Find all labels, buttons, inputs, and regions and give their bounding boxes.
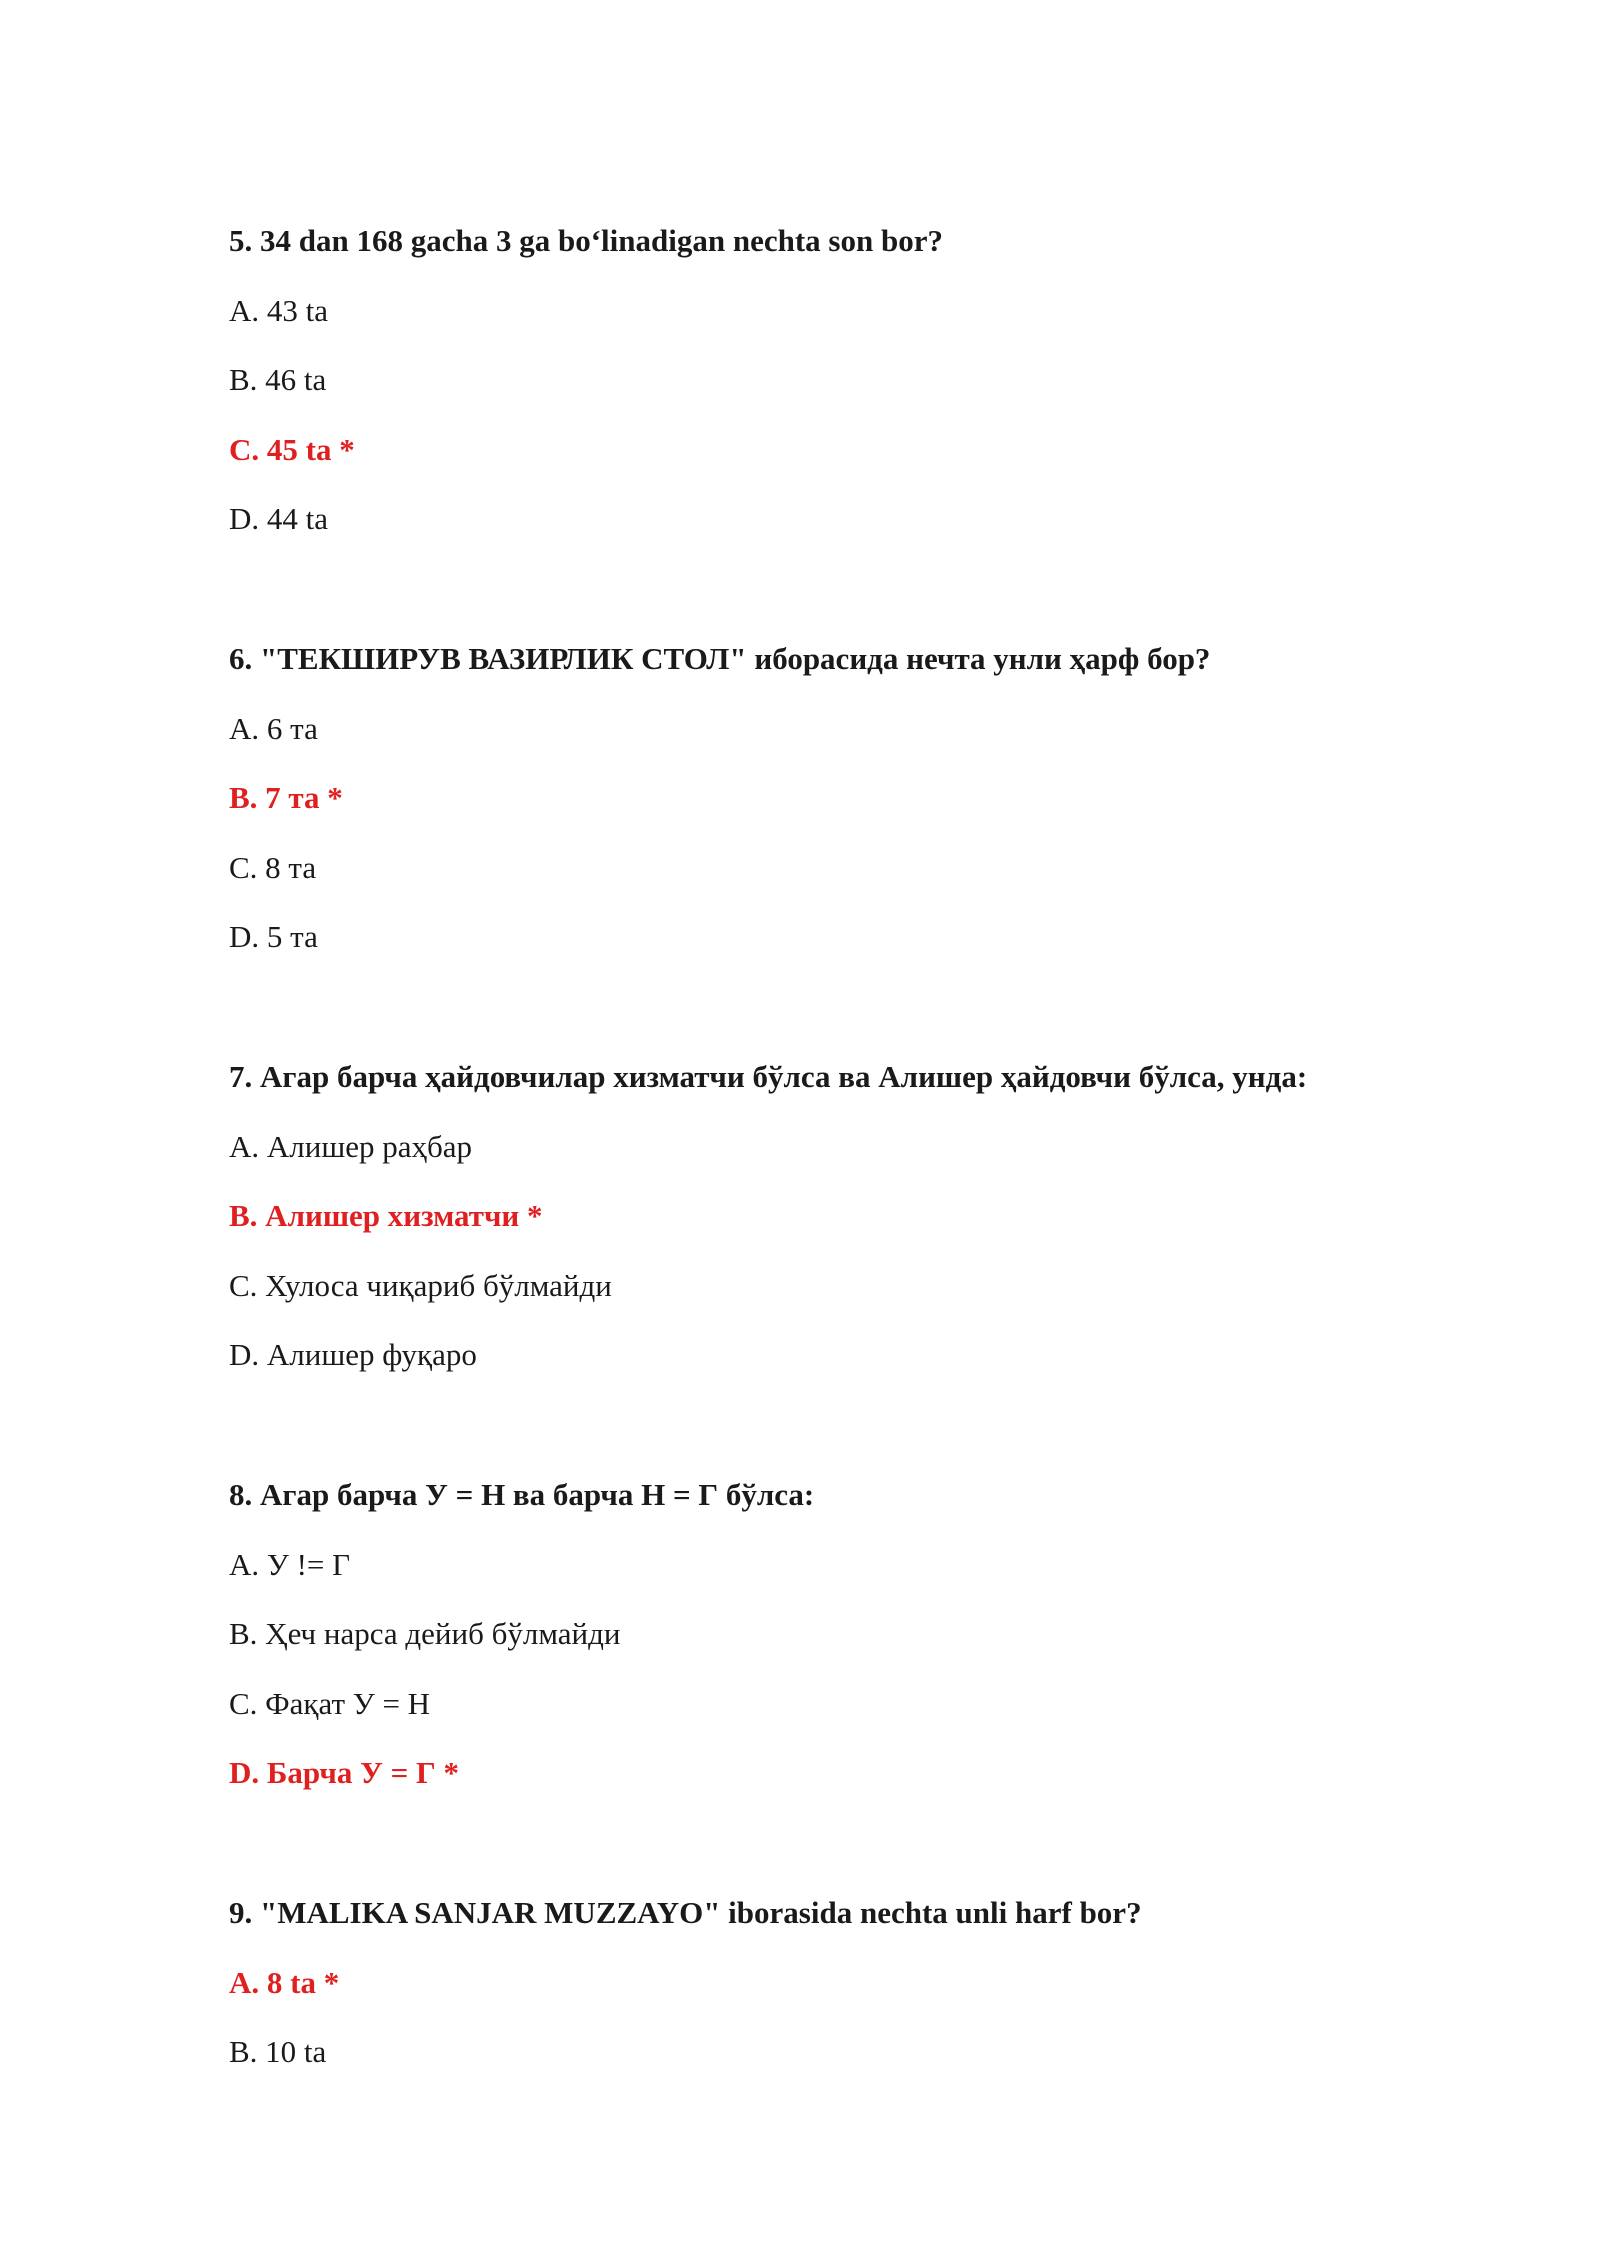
question-text: 5. 34 dan 168 gacha 3 ga bo‘linadigan nechta son bor? xyxy=(229,223,943,258)
option-a: A. Алишер раҳбар xyxy=(229,1128,473,1164)
option-b-correct: B. Алишер хизматчи * xyxy=(229,1198,543,1233)
option-c: C. Хулоса чиқариб бўлмайди xyxy=(229,1267,612,1303)
option-c: C. 8 та xyxy=(229,849,317,885)
option-b-correct: B. 7 та * xyxy=(229,780,343,815)
option-c-correct: C. 45 ta * xyxy=(229,431,355,467)
question-7 xyxy=(229,1057,1469,1375)
question-text: 6. "ТЕКШИРУВ ВАЗИРЛИК СТОЛ" иборасида нечта унли ҳарф бор? xyxy=(229,641,1211,676)
option-b: B. Ҳеч нарса дейиб бўлмайди xyxy=(229,1616,621,1651)
option-d: D. 5 та xyxy=(229,919,318,954)
option-a: A. У != Г xyxy=(229,1546,351,1582)
option-a: A. 43 ta xyxy=(229,292,329,328)
question-9 xyxy=(229,1893,1469,2072)
option-b: B. 10 ta xyxy=(229,2034,327,2069)
question-text: 9. "MALIKA SANJAR MUZZAYO" iborasida nechta unli harf bor? xyxy=(229,1895,1142,1930)
question-8 xyxy=(229,1475,1469,1793)
option-b: B. 46 ta xyxy=(229,362,327,397)
option-a-correct: A. 8 ta * xyxy=(229,1964,340,2000)
option-c: C. Фақат У = Н xyxy=(229,1685,431,1721)
option-d-correct: D. Барча У = Г * xyxy=(229,1755,459,1790)
option-a: A. 6 та xyxy=(229,710,318,746)
option-d: D. 44 ta xyxy=(229,501,329,536)
question-6 xyxy=(229,639,1469,957)
question-text: 8. Агар барча У = Н ва барча Н = Г бўлса: xyxy=(229,1477,815,1512)
question-5 xyxy=(229,221,1469,539)
question-text: 7. Агар барча ҳайдовчилар хизматчи бўлса ва Алишер ҳайдовчи бўлса, унда: xyxy=(229,1059,1308,1094)
option-d: D. Алишер фуқаро xyxy=(229,1337,477,1372)
